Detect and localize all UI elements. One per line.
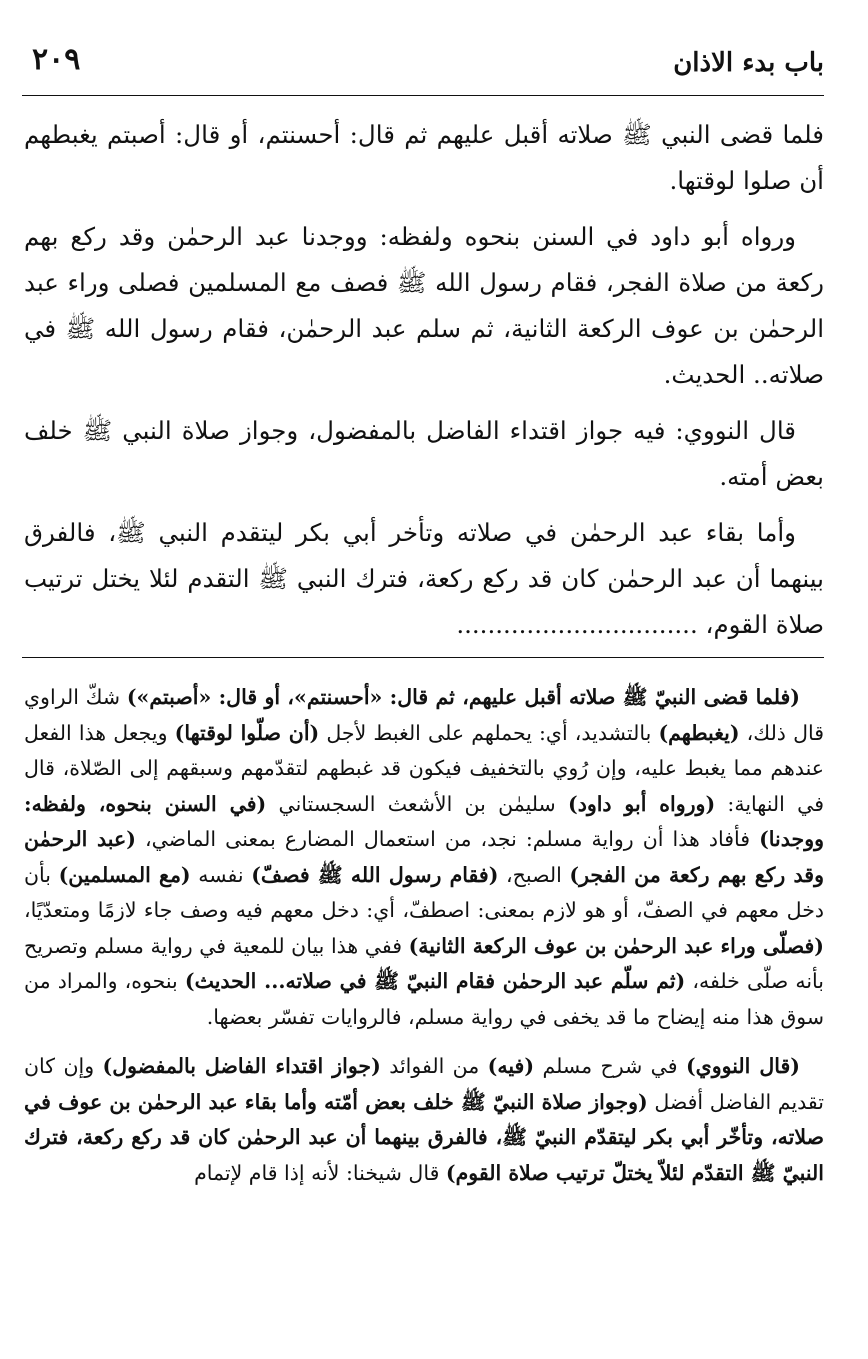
commentary-text-run: بنحوه، والمراد من سوق هذا منه إيضاح ما قد يخفى في رواية مسلم، فالروايات تفسّر بعضها. <box>24 969 824 1029</box>
commentary-text-run: سليمٰن بن الأشعث السجستاني <box>266 791 568 816</box>
separator-rule <box>22 657 824 658</box>
main-text <box>24 112 824 658</box>
quoted-text: (مع المسلمين) <box>58 862 191 887</box>
page-header <box>22 36 824 94</box>
quoted-text: (قال النووي) <box>685 1054 800 1078</box>
commentary-text-run: الصبح، <box>498 862 570 887</box>
quoted-text: (فيه) <box>487 1054 535 1078</box>
matn-paragraph: ورواه أبو داود في السنن بنحوه ولفظه: ووجدنا عبد الرحمٰن وقد ركع بهم ركعة من صلاة الفجر، فقام رسول الله ﷺ فصف مع المسلمين فصلى وراء عبد الرحمٰن بن عوف الركعة الثانية، ثم سلم عبد الرحمٰن، فقام رسول الله ﷺ في صلاته.. الحديث. <box>24 222 824 389</box>
commentary-text-run: نفسه <box>190 862 252 887</box>
commentary-text-run: بالتشديد، أي: يحملهم على الغبط لأجل <box>319 720 659 745</box>
quoted-text: (فقام رسول الله ﷺ فصفّ) <box>251 862 499 887</box>
quoted-text: (في السنن بنحوه، ولفظه: ووجدنا) <box>24 791 824 851</box>
commentary-text-run: قال شيخنا: لأنه إذا قام لإتمام <box>194 1160 446 1185</box>
quoted-text: (وجواز صلاة النبيّ ﷺ خلف بعض أمّته وأما بقاء عبد الرحمٰن بن عوف في صلاته، وتأخّر أبي بكر ليتقدّم النبيّ ﷺ، فالفرق بينهما أن عبد الرحمٰن كان قد ركع ركعة، فترك النبيّ ﷺ التقدّم لئلاّ يختلّ ترتيب صلاة القوم) <box>24 1089 824 1185</box>
commentary-text-run: شكّ الراوي قال ذلك، <box>24 685 825 745</box>
commentary-text-run: من الفوائد <box>380 1054 488 1078</box>
header-rule <box>22 95 824 96</box>
quoted-text: (ثم سلّم عبد الرحمٰن فقام النبيّ ﷺ في صلاته... الحديث) <box>184 969 686 993</box>
matn-text: وأما بقاء عبد الرحمٰن في صلاته وتأخر أبي بكر ليتقدم النبي ﷺ، فالفرق بينهما أن عبد الرحمٰن كان قد ركع ركعة، فترك النبي ﷺ التقدم لئلا يختل ترتيب صلاة القوم، <box>24 518 824 639</box>
commentary-text <box>24 680 824 1205</box>
commentary-text-run: وإن كان تقديم الفاضل أفضل <box>24 1054 824 1114</box>
matn-paragraph: فلما قضى النبي ﷺ صلاته أقبل عليهم ثم قال: أحسنتم، أو قال: أصبتم يغبطهم أن صلوا لوقتها. <box>24 120 825 195</box>
quoted-text: (أن صلّوا لوقتها) <box>174 720 320 745</box>
commentary-text-run: بأن دخل معهم في الصفّ، أو هو لازم بمعنى: اصطفّ، أي: دخل معهم فيه وصف جاء لازمًا ومتعدّيًا، <box>24 862 824 922</box>
matn-paragraph <box>24 510 824 648</box>
commentary-paragraph <box>24 680 824 1035</box>
matn-paragraph: قال النووي: فيه جواز اقتداء الفاضل بالمفضول، وجواز صلاة النبي ﷺ خلف بعض أمته. <box>24 416 824 491</box>
quoted-text: (فلما قضى النبيّ ﷺ صلاته أقبل عليهم، ثم قال: «أحسنتم»، أو قال: «أصبتم») <box>126 685 800 709</box>
commentary-text-run: ويجعل هذا الفعل عندهم مما يغبط عليه، وإن رُوي بالتخفيف فيكون قد غبطهم لتقدّمهم وسبقهم إلى الصّلاة، قال في النهاية: <box>24 720 824 816</box>
quoted-text: (فصلّى وراء عبد الرحمٰن بن عوف الركعة الثانية) <box>408 933 824 958</box>
commentary-paragraph <box>24 1049 824 1191</box>
quoted-text: (جواز اقتداء الفاضل بالمفضول) <box>102 1054 381 1078</box>
quoted-text: (ورواه أبو داود) <box>568 791 716 816</box>
commentary-text-run: فأفاد هذا أن رواية مسلم: نجد، من استعمال المضارع بمعنى الماضي، <box>135 827 760 851</box>
chapter-title: باب بدء الاذان <box>673 48 824 78</box>
commentary-text-run: ففي هذا بيان للمعية في رواية مسلم وتصريح بأنه صلّى خلفه، <box>24 933 825 993</box>
page-number: ٢٠٩ <box>32 42 81 77</box>
quoted-text: (عبد الرحمٰن وقد ركع بهم ركعة من الفجر) <box>24 827 824 887</box>
commentary-text-run: في شرح مسلم <box>534 1054 686 1078</box>
ellipsis-dots: ............................... <box>456 610 698 639</box>
quoted-text: (يغبطهم) <box>658 720 740 745</box>
